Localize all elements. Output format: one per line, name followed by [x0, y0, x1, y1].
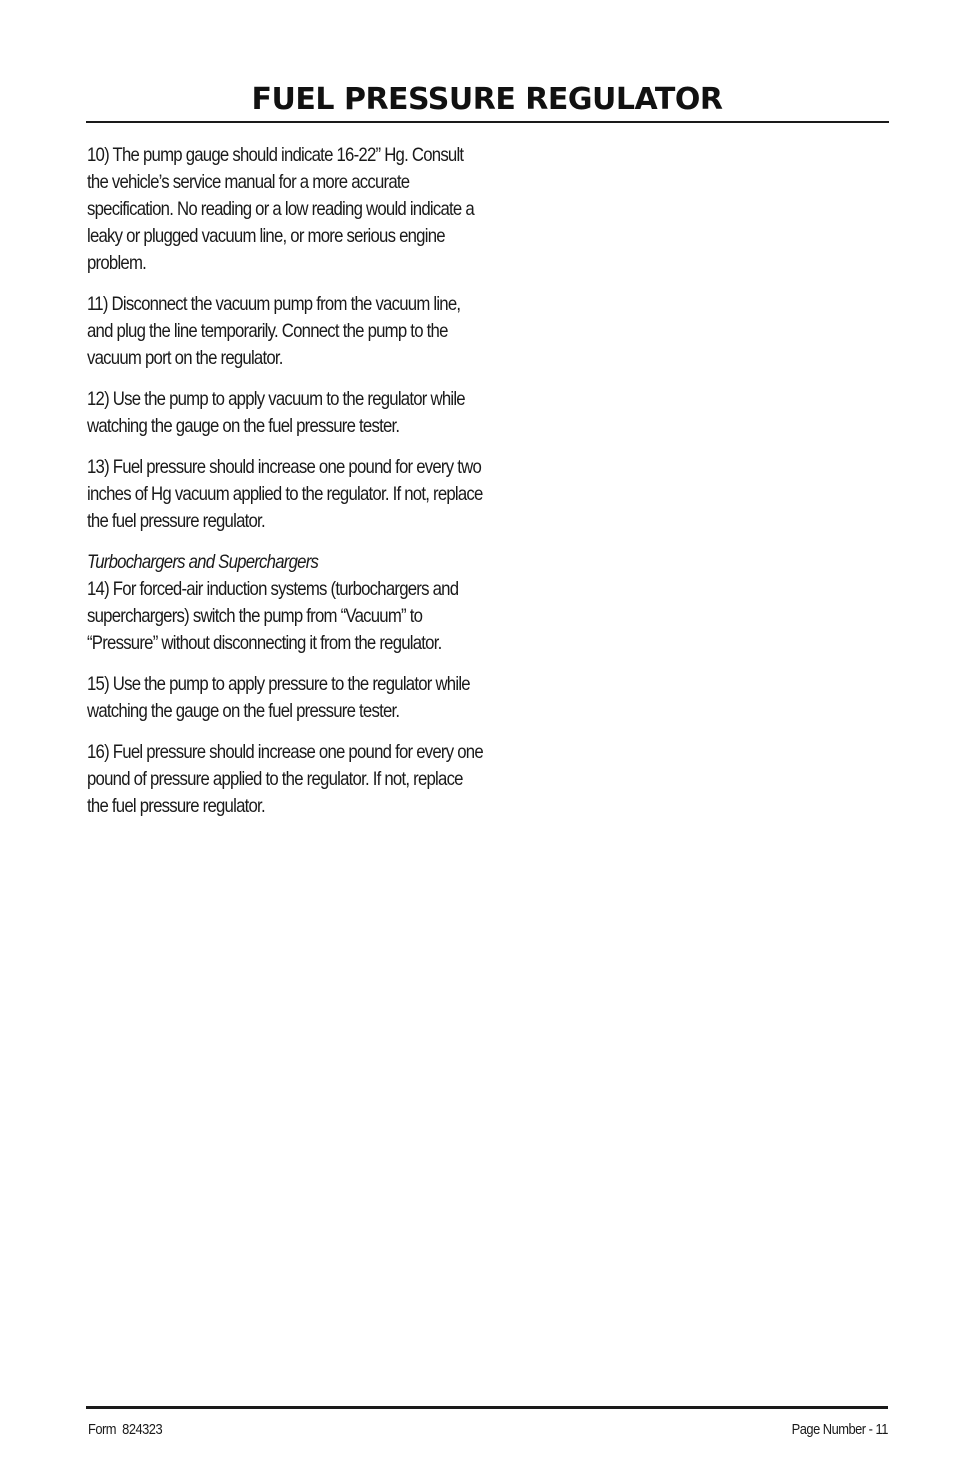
step-16: 16) Fuel pressure should increase one pound for every one pound of pressure applied to the regulator. If not, replace the fuel pressure regulator. — [87, 741, 483, 817]
instructions-column — [87, 142, 487, 834]
form-number: Form 824323 — [88, 1421, 163, 1438]
page-number: Page Number - 11 — [791, 1421, 888, 1438]
step-14 — [87, 549, 487, 657]
step-13: 13) Fuel pressure should increase one pound for every two inches of Hg vacuum applied to the regulator. If not, replace the fuel pressure regulator. — [87, 456, 483, 532]
step-15: 15) Use the pump to apply pressure to the regulator while watching the gauge on the fuel pressure tester. — [87, 673, 470, 722]
page-title: FUEL PRESSURE REGULATOR — [251, 82, 723, 117]
section-heading-turbochargers: Turbochargers and Superchargers — [87, 551, 319, 573]
step-14-text: 14) For forced-air induction systems (turbochargers and superchargers) switch the pump from “Vacuum” to “Pressure” without disconnecting it from the regulator. — [87, 578, 459, 654]
footer-divider — [86, 1406, 888, 1409]
title-divider — [86, 121, 889, 123]
step-11: 11) Disconnect the vacuum pump from the vacuum line, and plug the line temporarily. Connect the pump to the vacuum port on the regulator. — [87, 293, 461, 369]
step-12: 12) Use the pump to apply vacuum to the regulator while watching the gauge on the fuel pressure tester. — [87, 388, 465, 437]
step-10: 10) The pump gauge should indicate 16-22” Hg. Consult the vehicle’s service manual for a more accurate specification. No reading or a low reading would indicate a leaky or plugged vacuum line, or more serious engine problem. — [87, 144, 474, 274]
